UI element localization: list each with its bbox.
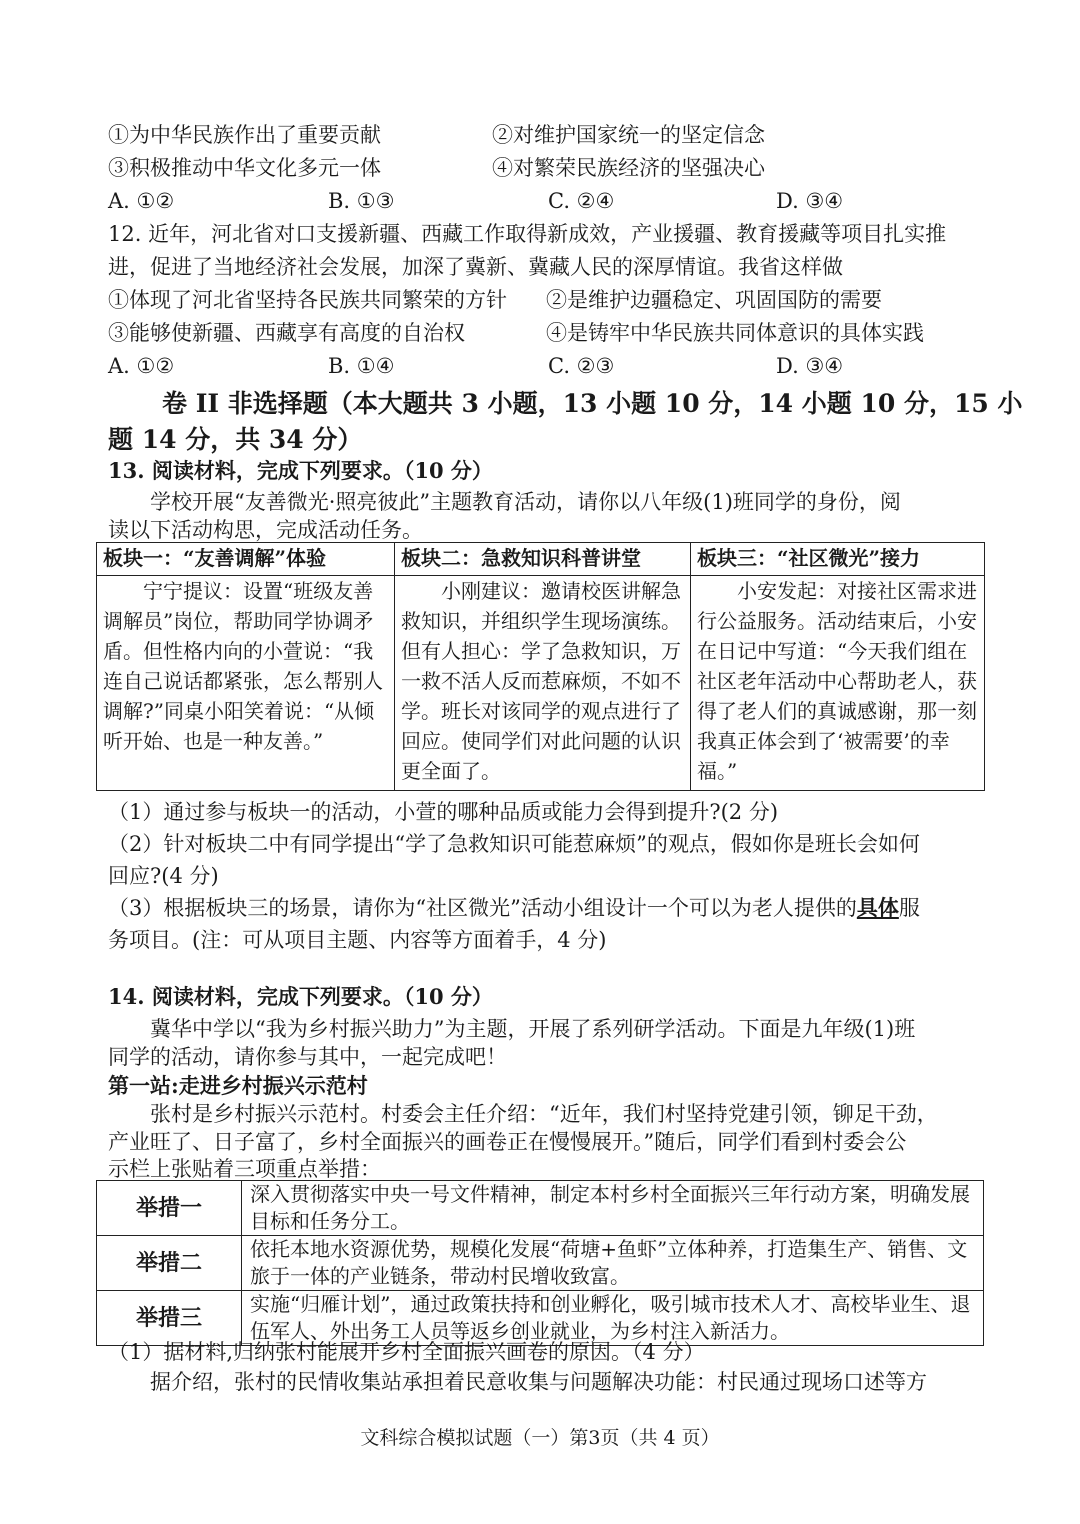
q13-question-2-line-2: 回应?(4 分) — [108, 864, 219, 888]
section-heading-line-2: 题 14 分，共 34 分） — [108, 425, 363, 454]
section-heading-line-1: 卷 II 非选择题（本大题共 3 小题，13 小题 10 分，14 小题 10 分，15 小 — [162, 389, 1023, 418]
q11-choice-b: B. ①③ — [328, 189, 395, 213]
block-1-title: 板块一：“友善调解”体验 — [97, 543, 395, 576]
measure-2-text: 依托本地水资源优势，规模化发展“荷塘+鱼虾”立体种养，打造集生产、销售、文旅于一体的产业链条，带动村民增收致富。 — [242, 1236, 984, 1291]
q14-station-1-title: 第一站:走进乡村振兴示范村 — [108, 1073, 368, 1098]
q14-text-line-3: 示栏上张贴着三项重点举措： — [108, 1157, 381, 1181]
q13-question-3-line-1 — [108, 893, 920, 923]
q13-question-2-line-1: （2）针对板块二中有同学提出“学了急救知识可能惹麻烦”的观点，假如你是班长会如何 — [108, 832, 920, 856]
measure-3-label: 举措三 — [97, 1291, 242, 1346]
q12-option-2: ②是维护边疆稳定、巩固国防的需要 — [546, 288, 882, 312]
q12-choice-a: A. ①② — [108, 354, 175, 378]
q11-option-4: ④对繁荣民族经济的坚强决心 — [492, 156, 765, 180]
measure-1-text: 深入贯彻落实中央一号文件精神，制定本村乡村全面振兴三年行动方案，明确发展目标和任务分工。 — [242, 1181, 984, 1236]
block-2-title: 板块二：急救知识科普讲堂 — [395, 543, 691, 576]
q11-choice-d: D. ③④ — [776, 189, 844, 213]
q13-question-1: （1）通过参与板块一的活动，小萱的哪种品质或能力会得到提升?(2 分) — [108, 800, 779, 824]
q12-option-3: ③能够使新疆、西藏享有高度的自治权 — [108, 321, 465, 345]
q12-option-1: ①体现了河北省坚持各民族共同繁荣的方针 — [108, 288, 507, 312]
block-3-body: 小安发起：对接社区需求进行公益服务。活动结束后，小安在日记中写道：“今天我们组在社区老年活动中心帮助老人，获得了老人们的真诚感谢，那一刻我真正体会到了‘被需要’的幸福。” — [697, 579, 977, 783]
q14-text-line-2: 产业旺了、日子富了，乡村全面振兴的画卷正在慢慢展开。”随后，同学们看到村委会公 — [108, 1130, 907, 1154]
q13-question-3-text: （3）根据板块三的场景，请你为“社区微光”活动小组设计一个可以为老人提供的 — [108, 896, 857, 920]
q13-activity-table — [96, 542, 985, 791]
q11-option-2: ②对维护国家统一的坚定信念 — [492, 123, 765, 147]
q12-choice-d: D. ③④ — [776, 354, 844, 378]
q13-question-3-emphasis: 具体 — [856, 895, 899, 920]
page-footer: 文科综合模拟试题（一）第3页（共 4 页） — [360, 1427, 720, 1449]
q14-question-1: （1）据材料,归纳张村能展开乡村全面振兴画卷的原因。（4 分） — [108, 1340, 705, 1364]
q13-intro-line-2: 读以下活动构思，完成活动任务。 — [108, 518, 423, 542]
block-2-body: 小刚建议：邀请校医讲解急救知识，并组织学生现场演练。但有人担心：学了急救知识，万一救不活人反而惹麻烦，不如不学。班长对该同学的观点进行了回应。使同学们对此问题的认识更全面了。 — [401, 579, 681, 783]
q13-question-3-line-2: 务项目。(注：可从项目主题、内容等方面着手，4 分) — [108, 928, 607, 952]
block-3-title: 板块三：“社区微光”接力 — [691, 543, 985, 576]
measure-3-text: 实施“归雁计划”，通过政策扶持和创业孵化，吸引城市技术人才、高校毕业生、退伍军人、外出务工人员等返乡创业就业，为乡村注入新活力。 — [242, 1291, 984, 1346]
measure-2-label: 举措二 — [97, 1236, 242, 1291]
q14-text-line-1: 张村是乡村振兴示范村。村委会主任介绍：“近年，我们村坚持党建引领，铆足干劲， — [150, 1102, 938, 1126]
q11-option-1: ①为中华民族作出了重要贡献 — [108, 123, 381, 147]
q14-intro-line-2: 同学的活动，请你参与其中，一起完成吧！ — [108, 1045, 507, 1069]
q14-intro-line-1: 冀华中学以“我为乡村振兴助力”为主题，开展了系列研学活动。下面是九年级(1)班 — [150, 1017, 916, 1041]
block-1-body: 宁宁提议：设置“班级友善调解员”岗位，帮助同学协调矛盾。但性格内向的小萱说：“我连自己说话都紧张，怎么帮别人调解?”同桌小阳笑着说：“从倾听开始、也是一种友善。” — [103, 579, 383, 753]
q12-option-4: ④是铸牢中华民族共同体意识的具体实践 — [546, 321, 924, 345]
q11-option-3: ③积极推动中华文化多元一体 — [108, 156, 381, 180]
q13-intro-line-1: 学校开展“友善微光·照亮彼此”主题教育活动，请你以八年级(1)班同学的身份，阅 — [150, 490, 901, 514]
q11-choice-a: A. ①② — [108, 189, 175, 213]
q14-measures-table — [96, 1180, 984, 1346]
q14-title: 14. 阅读材料，完成下列要求。（10 分） — [108, 984, 493, 1009]
measure-1-label: 举措一 — [97, 1181, 242, 1236]
q14-text-line-4: 据介绍，张村的民情收集站承担着民意收集与问题解决功能：村民通过现场口述等方 — [150, 1370, 927, 1394]
q12-choice-b: B. ①④ — [328, 354, 395, 378]
q11-choice-c: C. ②④ — [548, 189, 615, 213]
q12-stem-line-2: 进，促进了当地经济社会发展，加深了冀新、冀藏人民的深厚情谊。我省这样做 — [108, 255, 843, 279]
q12-choice-c: C. ②③ — [548, 354, 615, 378]
q12-stem-line-1: 12. 近年，河北省对口支援新疆、西藏工作取得新成效，产业援疆、教育援藏等项目扎实推 — [108, 222, 947, 246]
q13-question-3-tail: 服 — [898, 896, 920, 920]
q13-title: 13. 阅读材料，完成下列要求。（10 分） — [108, 458, 493, 483]
